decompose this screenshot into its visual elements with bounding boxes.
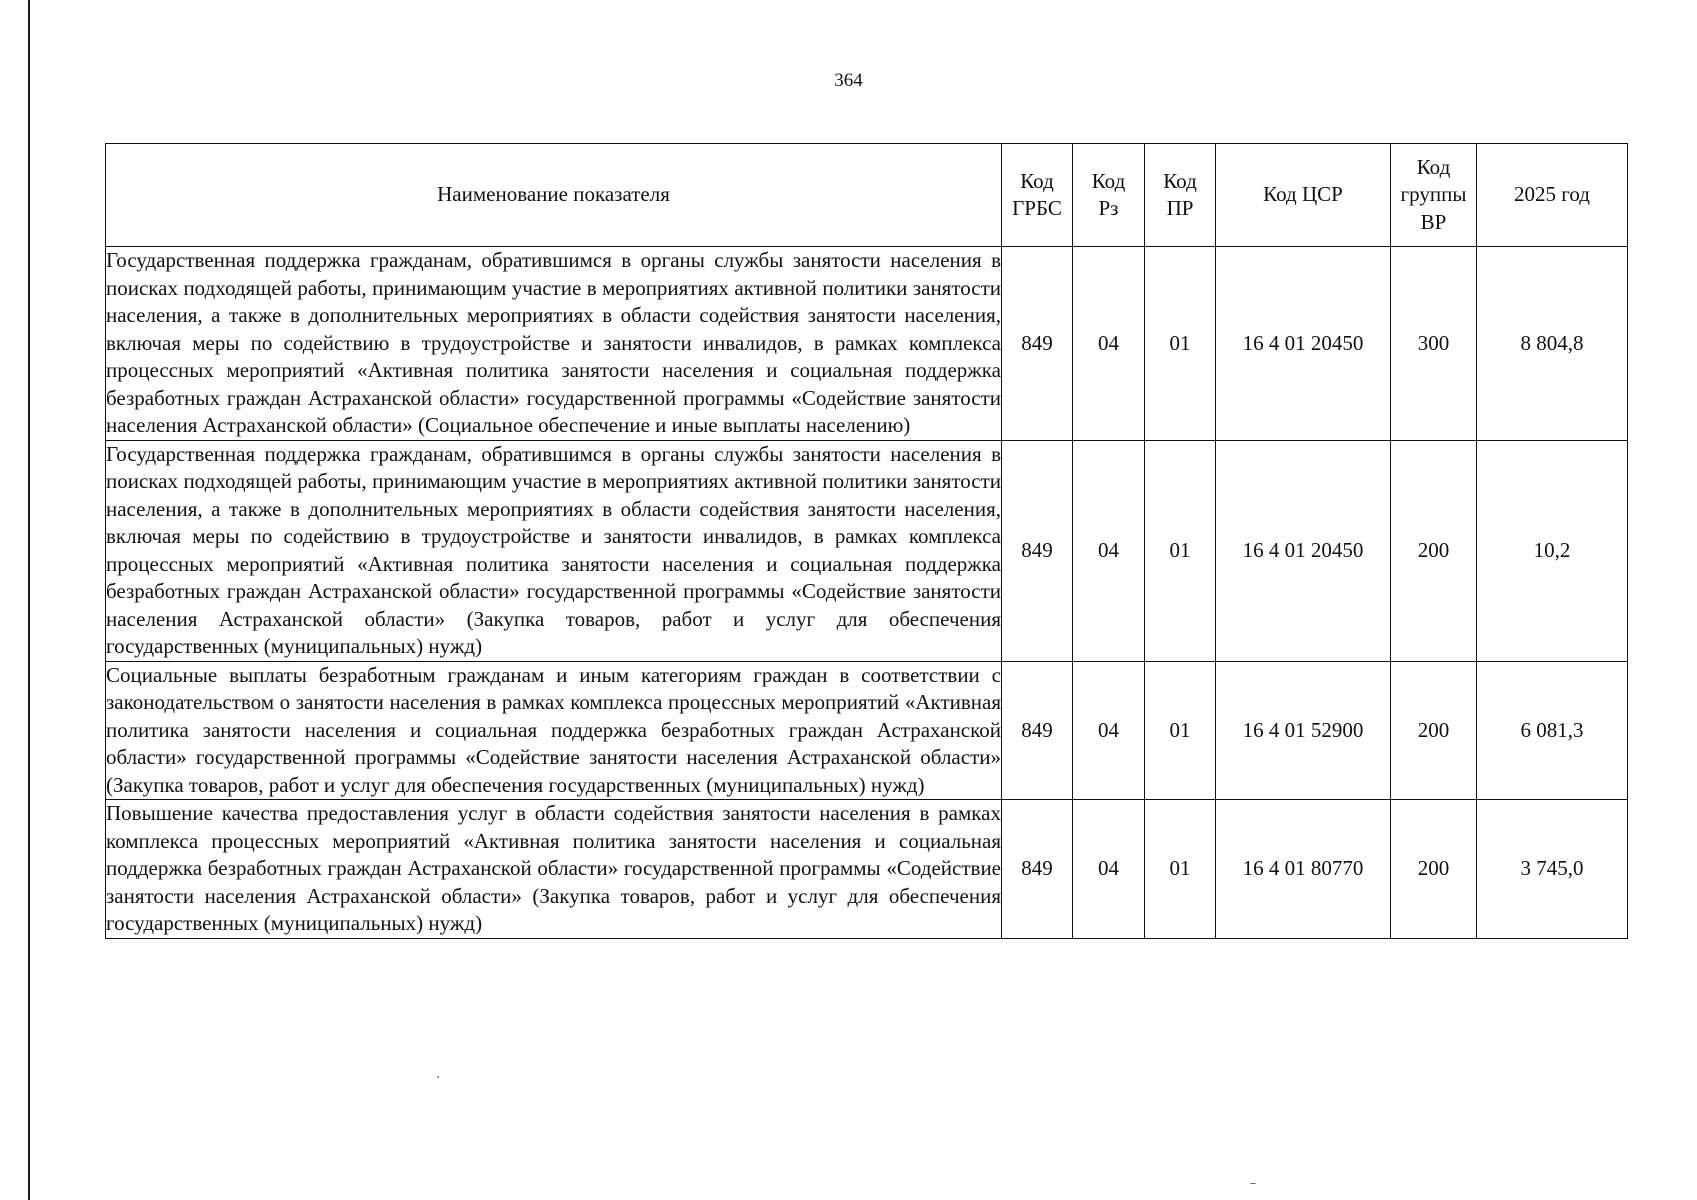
- header-rz-line2: Рз: [1098, 196, 1119, 220]
- row-rz: 04: [1073, 247, 1145, 441]
- header-rz-line1: Код: [1091, 168, 1126, 193]
- table-row: [106, 440, 1628, 661]
- row-value: 8 804,8: [1477, 247, 1628, 441]
- header-vr-line3: ВР: [1420, 209, 1447, 234]
- row-name: Государственная поддержка гражданам, обратившимся в органы службы занятости населения в поисках подходящей работы, принимающим участие в мероприятиях активной политики занятости населения, а также в дополнительных мероприятиях в области содействия занятости населения, включая меры по содействию в трудоустройстве и занятости инвалидов, в рамках комплекса процессных мероприятий «Активная политика занятости населения и социальная поддержка безработных граждан Астраханской области» государственной программы «Содействие занятости населения Астраханской области» (Закупка товаров, работ и услуг для обеспечения государственных (муниципальных) нужд): [106, 440, 1002, 661]
- header-year-text: 2025 год: [1514, 182, 1590, 207]
- row-name: Социальные выплаты безработным гражданам и иным категориям граждан в соответствии с законодательством о занятости населения в рамках комплекса процессных мероприятий «Активная политика занятости населения и социальная поддержка безработных граждан Астраханской области» государственной программы «Содействие занятости населения Астраханской области» (Закупка товаров, работ и услуг для обеспечения государственных (муниципальных) нужд): [106, 661, 1002, 800]
- scan-speck: [437, 1076, 439, 1078]
- row-vr: 200: [1391, 800, 1477, 939]
- row-value: 10,2: [1477, 440, 1628, 661]
- header-pr-line1: Код: [1163, 168, 1197, 193]
- table-row: [106, 800, 1628, 939]
- row-value: 3 745,0: [1477, 800, 1628, 939]
- row-pr: 01: [1145, 440, 1216, 661]
- row-pr: 01: [1145, 247, 1216, 441]
- header-csr: [1216, 144, 1391, 247]
- header-grbs-line1: Код: [1020, 168, 1054, 193]
- row-csr: 16 4 01 80770: [1216, 800, 1391, 939]
- row-csr: 16 4 01 20450: [1216, 440, 1391, 661]
- header-vr-line2: группы: [1400, 182, 1467, 207]
- row-name: Государственная поддержка гражданам, обратившимся в органы службы занятости населения в поисках подходящей работы, принимающим участие в мероприятиях активной политики занятости населения, а также в дополнительных мероприятиях в области содействия занятости населения, включая меры по содействию в трудоустройстве и занятости инвалидов, в рамках комплекса процессных мероприятий «Активная политика занятости населения и социальная поддержка безработных граждан Астраханской области» государственной программы «Содействие занятости населения Астраханской области» (Социальное обеспечение и иные выплаты населению): [106, 247, 1002, 441]
- table-header-row: [106, 144, 1628, 247]
- header-name-text: Наименование показателя: [437, 182, 670, 207]
- row-vr: 200: [1391, 661, 1477, 800]
- table-row: [106, 247, 1628, 441]
- scan-speck: [1250, 1183, 1256, 1184]
- header-name: [106, 144, 1002, 247]
- row-rz: 04: [1073, 440, 1145, 661]
- row-vr: 300: [1391, 247, 1477, 441]
- row-name: Повышение качества предоставления услуг в области содействия занятости населения в рамках комплекса процессных мероприятий «Активная политика занятости населения и социальная поддержка безработных граждан Астраханской области» государственной программы «Содействие занятости населения Астраханской области» (Закупка товаров, работ и услуг для обеспечения государственных (муниципальных) нужд): [106, 800, 1002, 939]
- page-binding-line: [28, 0, 30, 1200]
- budget-table: [105, 143, 1628, 939]
- header-rz: [1073, 144, 1145, 247]
- header-grbs: [1002, 144, 1073, 247]
- header-pr-line2: ПР: [1166, 196, 1194, 220]
- row-vr: 200: [1391, 440, 1477, 661]
- table-row: [106, 661, 1628, 800]
- row-pr: 01: [1145, 661, 1216, 800]
- row-grbs: 849: [1002, 247, 1073, 441]
- header-year: [1477, 144, 1628, 247]
- header-pr: [1145, 144, 1216, 247]
- row-value: 6 081,3: [1477, 661, 1628, 800]
- row-pr: 01: [1145, 800, 1216, 939]
- header-csr-text: Код ЦСР: [1263, 182, 1343, 207]
- page-number: 364: [834, 70, 863, 91]
- row-grbs: 849: [1002, 661, 1073, 800]
- header-grbs-line2: ГРБС: [1012, 196, 1062, 220]
- row-csr: 16 4 01 52900: [1216, 661, 1391, 800]
- row-rz: 04: [1073, 661, 1145, 800]
- row-grbs: 849: [1002, 440, 1073, 661]
- header-vr: [1391, 144, 1477, 247]
- row-csr: 16 4 01 20450: [1216, 247, 1391, 441]
- row-rz: 04: [1073, 800, 1145, 939]
- header-vr-line1: Код: [1416, 154, 1451, 179]
- row-grbs: 849: [1002, 800, 1073, 939]
